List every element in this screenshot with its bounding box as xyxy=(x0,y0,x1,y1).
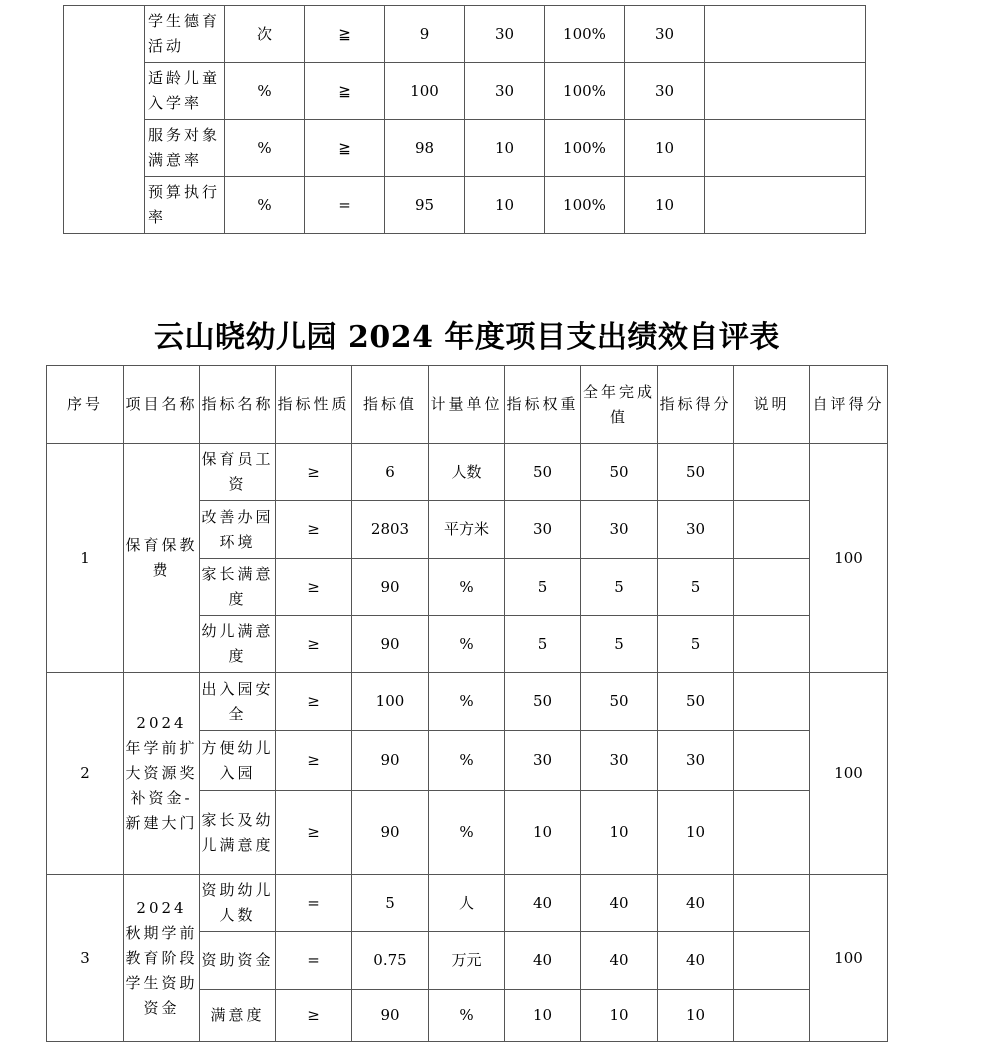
indicator-name: 幼儿满意度 xyxy=(200,616,276,673)
indicator-unit: % xyxy=(429,990,505,1042)
indicator-weight: 40 xyxy=(505,875,581,932)
table-row xyxy=(64,6,866,63)
table-row xyxy=(64,63,866,120)
indicator-nature: = xyxy=(276,875,352,932)
value-cell: 95 xyxy=(385,177,465,234)
indicator-weight: 40 xyxy=(505,932,581,990)
indicator-name: 资助资金 xyxy=(200,932,276,990)
indicator-name: 资助幼儿人数 xyxy=(200,875,276,932)
indicator-value: 2803 xyxy=(352,501,429,559)
weight-cell: 10 xyxy=(465,177,545,234)
indicator-score: 40 xyxy=(658,875,734,932)
operator-cell: = xyxy=(305,177,385,234)
indicator-nature: ≥ xyxy=(276,559,352,616)
previous-performance-table xyxy=(63,5,866,234)
table-row xyxy=(47,673,888,731)
indicator-weight: 5 xyxy=(505,559,581,616)
project-name: 2024 年学前扩大资源奖补资金-新建大门 xyxy=(124,673,200,875)
note-cell xyxy=(705,120,866,177)
indicator-score: 10 xyxy=(658,990,734,1042)
indicator-unit: % xyxy=(429,731,505,791)
indicator-nature: = xyxy=(276,932,352,990)
indicator-note xyxy=(734,559,810,616)
project-name: 保育保教费 xyxy=(124,444,200,673)
self-score: 100 xyxy=(810,673,888,875)
indicator-name: 服务对象满意率 xyxy=(145,120,225,177)
indicator-value: 90 xyxy=(352,559,429,616)
indicator-score: 5 xyxy=(658,616,734,673)
unit-cell: % xyxy=(225,120,305,177)
table-row xyxy=(47,875,888,932)
indicator-value: 90 xyxy=(352,731,429,791)
indicator-completion: 50 xyxy=(581,673,658,731)
unit-cell: % xyxy=(225,177,305,234)
indicator-nature: ≥ xyxy=(276,990,352,1042)
indicator-score: 30 xyxy=(658,731,734,791)
weight-cell: 10 xyxy=(465,120,545,177)
indicator-unit: % xyxy=(429,559,505,616)
score-cell: 10 xyxy=(625,177,705,234)
value-cell: 100 xyxy=(385,63,465,120)
indicator-unit: 平方米 xyxy=(429,501,505,559)
indicator-completion: 5 xyxy=(581,559,658,616)
score-cell: 10 xyxy=(625,120,705,177)
note-cell xyxy=(705,177,866,234)
document-title: 云山晓幼儿园 2024 年度项目支出绩效自评表 xyxy=(154,320,780,355)
indicator-weight: 50 xyxy=(505,673,581,731)
score-cell: 30 xyxy=(625,63,705,120)
table-row xyxy=(64,120,866,177)
indicator-value: 5 xyxy=(352,875,429,932)
indicator-name: 家长及幼儿满意度 xyxy=(200,791,276,875)
indicator-completion: 10 xyxy=(581,990,658,1042)
indicator-weight: 50 xyxy=(505,444,581,501)
header-cell: 全年完成值 xyxy=(581,366,658,444)
unit-cell: % xyxy=(225,63,305,120)
indicator-note xyxy=(734,990,810,1042)
indicator-unit: 人 xyxy=(429,875,505,932)
header-cell: 说明 xyxy=(734,366,810,444)
indicator-weight: 10 xyxy=(505,990,581,1042)
indicator-name: 学生德育活动 xyxy=(145,6,225,63)
weight-cell: 30 xyxy=(465,63,545,120)
indicator-unit: 人数 xyxy=(429,444,505,501)
indicator-score: 10 xyxy=(658,791,734,875)
indicator-nature: ≥ xyxy=(276,731,352,791)
indicator-name: 满意度 xyxy=(200,990,276,1042)
indicator-name: 适龄儿童入学率 xyxy=(145,63,225,120)
indicator-note xyxy=(734,616,810,673)
header-cell: 项目名称 xyxy=(124,366,200,444)
indicator-unit: 万元 xyxy=(429,932,505,990)
indicator-note xyxy=(734,444,810,501)
indicator-completion: 5 xyxy=(581,616,658,673)
header-cell: 指标值 xyxy=(352,366,429,444)
indicator-score: 50 xyxy=(658,444,734,501)
indicator-unit: % xyxy=(429,616,505,673)
header-cell: 计量单位 xyxy=(429,366,505,444)
indicator-completion: 30 xyxy=(581,501,658,559)
weight-cell: 30 xyxy=(465,6,545,63)
indicator-completion: 10 xyxy=(581,791,658,875)
header-cell: 指标名称 xyxy=(200,366,276,444)
indicator-value: 90 xyxy=(352,616,429,673)
self-score: 100 xyxy=(810,875,888,1042)
header-cell: 指标性质 xyxy=(276,366,352,444)
indicator-value: 90 xyxy=(352,791,429,875)
indicator-name: 家长满意度 xyxy=(200,559,276,616)
header-row xyxy=(47,366,888,444)
indicator-name: 保育员工资 xyxy=(200,444,276,501)
indicator-nature: ≥ xyxy=(276,673,352,731)
indicator-value: 0.75 xyxy=(352,932,429,990)
indicator-name: 预算执行率 xyxy=(145,177,225,234)
operator-cell: ≧ xyxy=(305,120,385,177)
header-cell: 指标得分 xyxy=(658,366,734,444)
indicator-note xyxy=(734,932,810,990)
indicator-name: 方便幼儿入园 xyxy=(200,731,276,791)
indicator-weight: 30 xyxy=(505,501,581,559)
indicator-unit: % xyxy=(429,673,505,731)
indicator-nature: ≥ xyxy=(276,501,352,559)
indicator-unit: % xyxy=(429,791,505,875)
self-score: 100 xyxy=(810,444,888,673)
unit-cell: 次 xyxy=(225,6,305,63)
indicator-completion: 40 xyxy=(581,875,658,932)
indicator-score: 30 xyxy=(658,501,734,559)
operator-cell: ≧ xyxy=(305,63,385,120)
operator-cell: ≧ xyxy=(305,6,385,63)
merged-empty-cell xyxy=(64,6,145,234)
indicator-score: 40 xyxy=(658,932,734,990)
indicator-nature: ≥ xyxy=(276,616,352,673)
indicator-nature: ≥ xyxy=(276,791,352,875)
header-cell: 自评得分 xyxy=(810,366,888,444)
completion-cell: 100% xyxy=(545,6,625,63)
indicator-weight: 10 xyxy=(505,791,581,875)
project-name: 2024 秋期学前教育阶段学生资助资金 xyxy=(124,875,200,1042)
note-cell xyxy=(705,6,866,63)
indicator-value: 100 xyxy=(352,673,429,731)
indicator-note xyxy=(734,501,810,559)
project-number: 2 xyxy=(47,673,124,875)
note-cell xyxy=(705,63,866,120)
indicator-nature: ≥ xyxy=(276,444,352,501)
indicator-note xyxy=(734,673,810,731)
indicator-value: 6 xyxy=(352,444,429,501)
completion-cell: 100% xyxy=(545,120,625,177)
indicator-note xyxy=(734,731,810,791)
indicator-completion: 30 xyxy=(581,731,658,791)
indicator-weight: 30 xyxy=(505,731,581,791)
indicator-completion: 50 xyxy=(581,444,658,501)
indicator-name: 改善办园环境 xyxy=(200,501,276,559)
indicator-completion: 40 xyxy=(581,932,658,990)
header-cell: 序号 xyxy=(47,366,124,444)
completion-cell: 100% xyxy=(545,63,625,120)
indicator-score: 50 xyxy=(658,673,734,731)
value-cell: 98 xyxy=(385,120,465,177)
indicator-note xyxy=(734,791,810,875)
header-cell: 指标权重 xyxy=(505,366,581,444)
completion-cell: 100% xyxy=(545,177,625,234)
value-cell: 9 xyxy=(385,6,465,63)
indicator-weight: 5 xyxy=(505,616,581,673)
score-cell: 30 xyxy=(625,6,705,63)
performance-evaluation-table xyxy=(46,365,888,1042)
indicator-name: 出入园安全 xyxy=(200,673,276,731)
project-number: 3 xyxy=(47,875,124,1042)
table-row xyxy=(47,444,888,501)
indicator-score: 5 xyxy=(658,559,734,616)
indicator-value: 90 xyxy=(352,990,429,1042)
project-number: 1 xyxy=(47,444,124,673)
table-row xyxy=(64,177,866,234)
indicator-note xyxy=(734,875,810,932)
